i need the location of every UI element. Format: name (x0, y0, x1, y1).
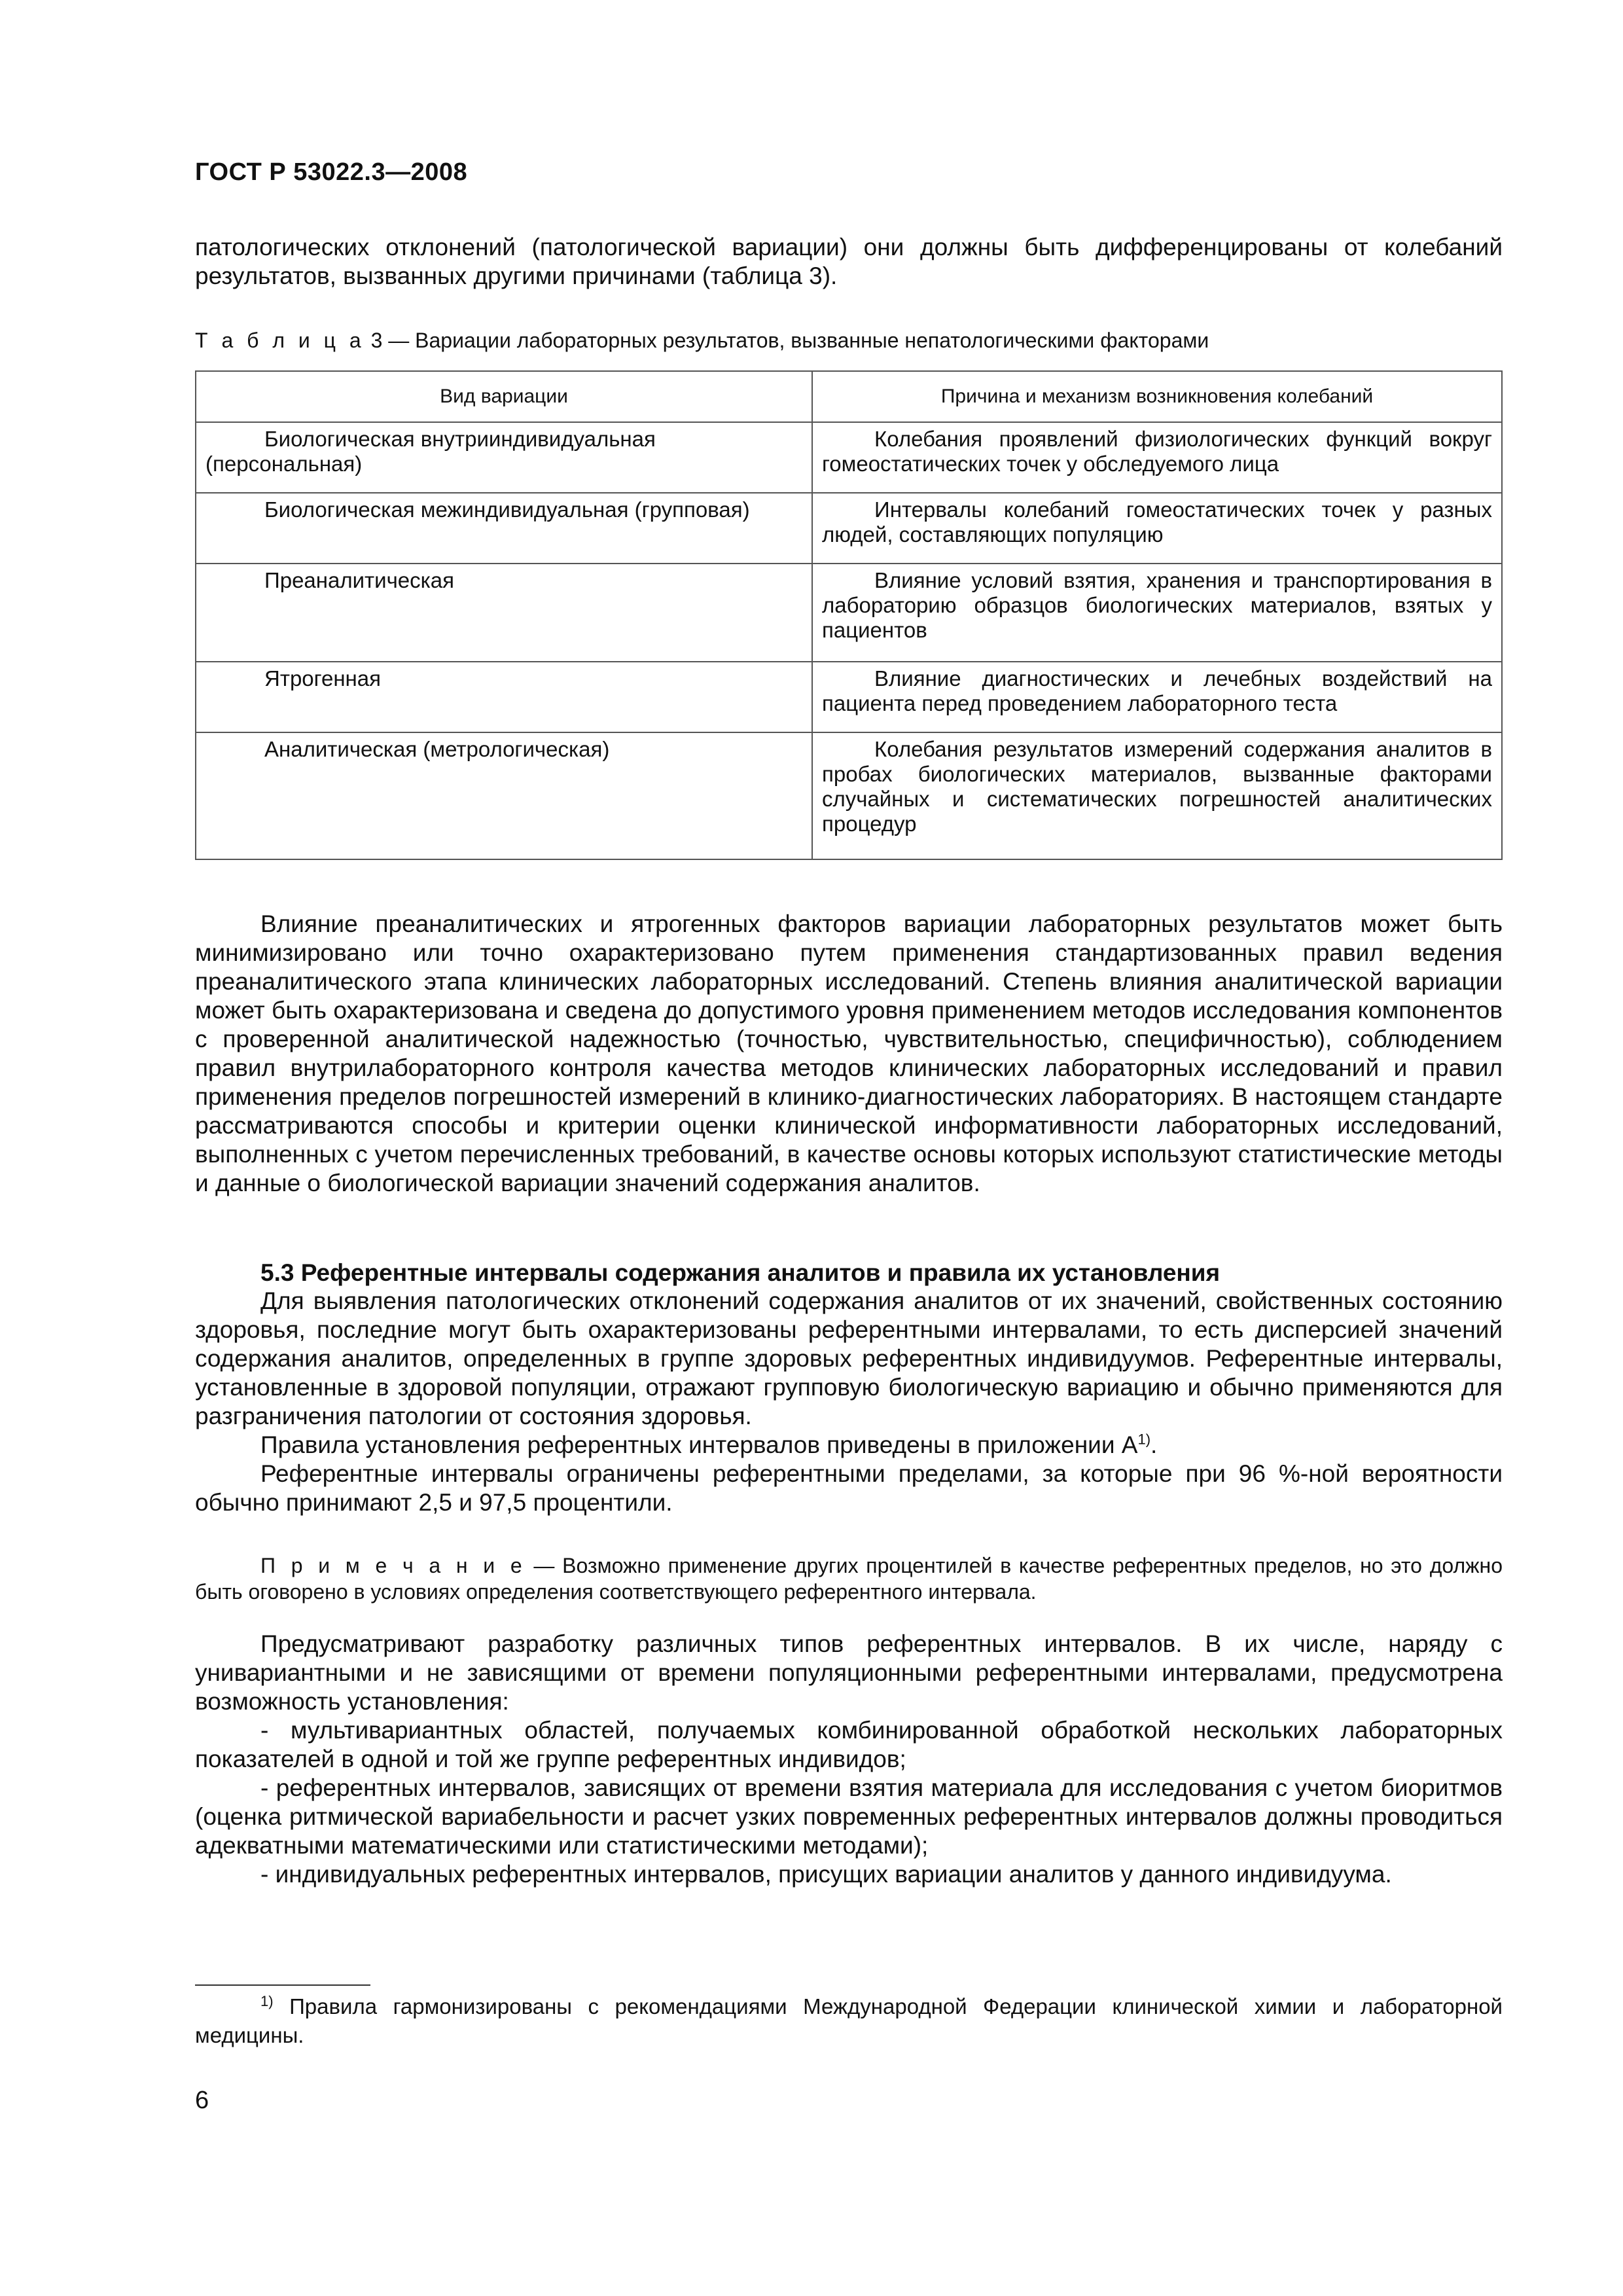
paragraph-limits: Референтные интервалы ограничены референтными пределами, за которые при 96 %-ной вероятности обычно принимают 2,5 и 97,5 процентили. (195, 1460, 1503, 1516)
note (195, 1552, 1503, 1605)
note-label: П р и м е ч а н и е (260, 1554, 526, 1577)
table-header-type: Вид вариации (196, 371, 812, 422)
table-caption (195, 327, 1503, 353)
table-cell-type: Аналитическая (метрологическая) (196, 732, 812, 859)
table-cell-type: Биологическая внутрииндивидуальная (персональная) (196, 422, 812, 493)
paragraph-types: Предусматривают разработку различных типов референтных интервалов. В их числе, наряду с унивариантными и не зависящими от времени популяционными референтными интервалами, предусмотрена возможность установления: (195, 1630, 1503, 1715)
page-number: 6 (195, 2087, 209, 2114)
footnote (195, 1992, 1503, 2050)
list-item: - индивидуальных референтных интервалов, присущих вариации аналитов у данного индивидуума. (260, 1861, 1392, 1888)
table-row (196, 564, 1502, 662)
section-title: 5.3 Референтные интервалы содержания аналитов и правила их установления (260, 1259, 1221, 1286)
footnote-text: Правила гармонизированы с рекомендациями Международной Федерации клинической химии и лабораторной медицины. (195, 1994, 1503, 2047)
paragraph-reference-intervals: Для выявления патологических отклонений содержания аналитов от их значений, свойственных состоянию здоровья, последние могут быть охарактеризованы референтными интервалами, то есть дисперсией значений содержания аналитов, определенных в группе здоровых референтных индивидуумов. Референтные интервалы, установленные в здоровой популяции, отражают групповую биологическую вариацию и обычно применяются для разграничения патологии от состояния здоровья. (195, 1287, 1503, 1429)
table-header-row (196, 371, 1502, 422)
table-caption-prefix: Т а б л и ц а (195, 329, 365, 352)
paragraph-rules (195, 1431, 1503, 1460)
table-cell-type: Ятрогенная (196, 662, 812, 732)
table-cell-type: Преаналитическая (196, 564, 812, 662)
intro-paragraph: патологических отклонений (патологической вариации) они должны быть дифференцированы от колебаний результатов, вызванных другими причинами (таблица 3). (195, 234, 1503, 289)
table-cell-cause: Интервалы колебаний гомеостатических точек у разных людей, составляющих популяцию (812, 493, 1502, 564)
table-row (196, 422, 1502, 493)
table-cell-cause: Колебания результатов измерений содержания аналитов в пробах биологических материалов, вызванные факторами случайных и систематических погрешностей аналитических процедур (812, 732, 1502, 859)
table-row (196, 662, 1502, 732)
paragraph-influence: Влияние преаналитических и ятрогенных факторов вариации лабораторных результатов может быть минимизировано или точно охарактеризовано путем применения стандартизованных правил ведения преаналитического этапа клинических лабораторных исследований. Степень влияния аналитической вариации может быть охарактеризована и сведена до допустимого уровня применением методов исследования компонентов с проверенной аналитической надежностью (точностью, чувствительностью, специфичностью), соблюдением правил внутрилабораторного контроля качества методов клинических лабораторных исследований и правил применения пределов погрешностей измерений в клинико-диагностических лабораториях. В настоящем стандарте рассматриваются способы и критерии оценки клинической информативности лабораторных исследований, выполненных с учетом перечисленных требований, в качестве основы которых используют статистические методы и данные о биологической вариации значений содержания аналитов. (195, 910, 1503, 1196)
list-item: - мультивариантных областей, получаемых комбинированной обработкой нескольких лабораторных показателей в одной и той же группе референтных индивидов; (195, 1717, 1503, 1772)
footnote-divider (195, 1984, 370, 1986)
table-cell-cause: Колебания проявлений физиологических функций вокруг гомеостатических точек у обследуемого лица (812, 422, 1502, 493)
table-cell-cause: Влияние диагностических и лечебных воздействий на пациента перед проведением лабораторного теста (812, 662, 1502, 732)
variation-table (195, 370, 1503, 860)
note-text: — Возможно применение других процентилей в качестве референтных пределов, но это должно быть оговорено в условиях определения соответствующего референтного интервала. (195, 1554, 1503, 1604)
footnote-marker[interactable]: 1) (1137, 1431, 1151, 1448)
table-row (196, 732, 1502, 859)
table-cell-type: Биологическая межиндивидуальная (групповая) (196, 493, 812, 564)
table-header-cause: Причина и механизм возникновения колебаний (812, 371, 1502, 422)
table-cell-cause: Влияние условий взятия, хранения и транспортирования в лабораторию образцов биологических материалов, взятых у пациентов (812, 564, 1502, 662)
paragraph-rules-end: . (1150, 1431, 1158, 1458)
table-caption-text: 3 — Вариации лабораторных результатов, вызванные непатологическими факторами (365, 329, 1209, 352)
list-item: - референтных интервалов, зависящих от времени взятия материала для исследования с учетом биоритмов (оценка ритмической вариабельности и расчет узких повременных референтных интервалов должны проводиться адекватными математическими или статистическими методами); (195, 1774, 1503, 1859)
paragraph-rules-text: Правила установления референтных интервалов приведены в приложении А (260, 1431, 1138, 1458)
table-row (196, 493, 1502, 564)
standard-header: ГОСТ Р 53022.3—2008 (195, 158, 468, 186)
footnote-number: 1) (260, 1993, 274, 2009)
